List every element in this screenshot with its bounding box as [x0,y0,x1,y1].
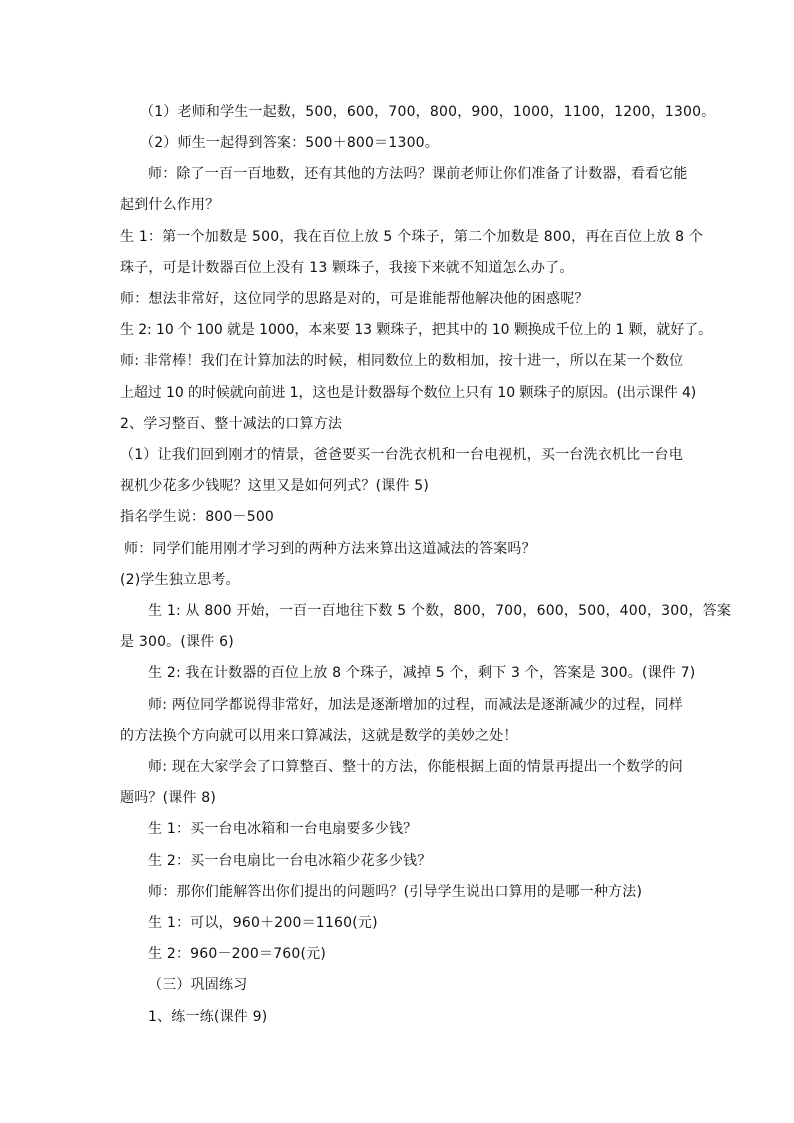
text-line: 的方法换个方向就可以用来口算减法，这就是数学的美妙之处！ [120,728,518,744]
text-line: 1、练一练(课件 9) [148,1009,268,1025]
text-line: 是 300。(课件 6) [120,634,234,650]
text-line: （1）让我们回到刚才的情景，爸爸要买一台洗衣机和一台电视机，买一台洗衣机比一台电 [120,447,683,463]
text-line: （2）师生一起得到答案：500＋800＝1300。 [140,135,439,151]
text-line: （1）老师和学生一起数，500，600，700，800，900，1000，1100，1200，1300。 [140,104,716,120]
text-line: 师：那你们能解答出你们提出的问题吗？(引导学生说出口算用的是哪一种方法) [148,884,643,900]
text-line: 生 1：可以，960＋200＝1160(元) [148,915,378,931]
text-line: 生 2: 我在计数器的百位上放 8 个珠子，减掉 5 个，剩下 3 个，答案是 300。(课件 7) [148,665,696,681]
text-line: 起到什么作用？ [120,197,220,213]
text-line: 生 1: 从 800 开始，一百一百地往下数 5 个数，800，700，600，500，400，300，答案 [148,603,732,619]
text-line: 生 2：960－200＝760(元) [148,946,327,962]
text-line: 题吗？(课件 8) [120,790,217,806]
text-line: 师：同学们能用刚才学习到的两种方法来算出这道减法的答案吗？ [124,541,536,557]
text-line: 师：想法非常好，这位同学的思路是对的，可是谁能帮他解决他的困惑呢？ [120,291,589,307]
text-line: 珠子，可是计数器百位上没有 13 颗珠子，我接下来就不知道怎么办了。 [120,260,574,276]
section-heading: 2、学习整百、整十减法的口算方法 [120,416,343,432]
text-line: 师：除了一百一百地数，还有其他的方法吗？课前老师让你们准备了计数器，看看它能 [148,166,688,182]
text-line: 生 2：买一台电扇比一台电冰箱少花多少钱？ [148,853,432,869]
text-line: 指名学生说：800－500 [120,509,275,525]
section-heading: （三）巩固练习 [148,977,248,993]
text-line: 视机少花多少钱呢？这里又是如何列式？(课件 5) [120,478,430,494]
text-line: 生 1：第一个加数是 500，我在百位上放 5 个珠子，第二个加数是 800，再在百位上放 8 个 [120,229,704,245]
text-line: 师: 两位同学都说得非常好，加法是逐渐增加的过程，而减法是逐渐减少的过程，同样 [148,697,683,713]
text-line: 上超过 10 的时候就向前进 1，这也是计数器每个数位上只有 10 颗珠子的原因。(出示课件 4) [120,385,697,401]
text-line: (2)学生独立思考。 [120,572,240,588]
text-line: 生 2: 10 个 100 就是 1000，本来要 13 颗珠子，把其中的 10 颗换成千位上的 1 颗，就好了。 [120,322,713,338]
text-line: 师: 非常棒！我们在计算加法的时候，相同数位上的数相加，按十进一，所以在某一个数位 [120,353,684,369]
text-line: 师: 现在大家学会了口算整百、整十的方法，你能根据上面的情景再提出一个数学的问 [148,759,683,775]
text-line: 生 1：买一台电冰箱和一台电扇要多少钱？ [148,821,418,837]
